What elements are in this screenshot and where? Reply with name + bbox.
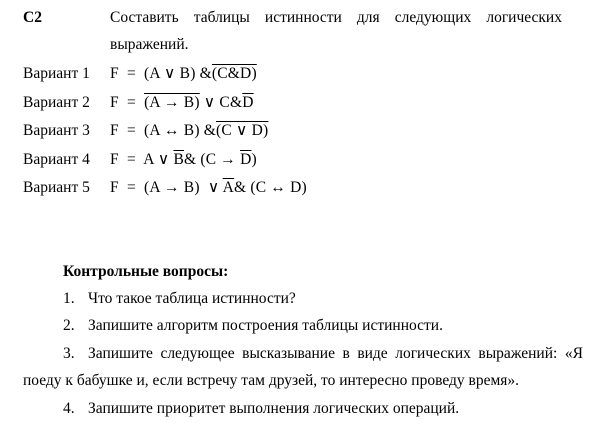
question-4-number: 4. xyxy=(63,400,75,417)
question-3-word: в xyxy=(342,345,350,362)
question-3-text-line2: поеду к бабушке и, если встречу там друзей, то интересно проведу время». xyxy=(23,372,520,389)
task-code: С2 xyxy=(23,9,42,26)
task-title-word: логических xyxy=(486,9,562,26)
formula-segment: F = xyxy=(110,94,145,111)
variant-label: Вариант 3 xyxy=(23,122,90,139)
questions-heading: Контрольные вопросы: xyxy=(63,263,229,280)
question-3-word: «Я xyxy=(564,345,583,362)
task-title xyxy=(110,8,562,28)
variant-label: Вариант 4 xyxy=(23,151,90,168)
question-1-text: Что такое таблица истинности? xyxy=(88,290,296,307)
formula-segment: ∨ C& xyxy=(199,94,243,111)
variant-label: Вариант 1 xyxy=(23,65,90,82)
negated-term: $\overline{D}$ xyxy=(240,151,252,168)
question-3-number: 3. xyxy=(63,345,75,362)
question-3-word: виде xyxy=(357,345,388,362)
negated-term: $\overline{B}$ xyxy=(173,151,184,168)
question-1-number: 1. xyxy=(63,290,75,307)
negated-term: $\overline{D}$ xyxy=(242,94,254,111)
question-2-text: Запишите алгоритм построения таблицы истинности. xyxy=(88,317,443,334)
formula-segment: ) xyxy=(251,151,257,168)
variant-formula xyxy=(110,93,254,113)
formula-segment: & (C ↔ D) xyxy=(234,179,307,196)
negated-term: $\overline{A}$ xyxy=(222,179,235,196)
negated-term: (C&D) xyxy=(211,65,257,82)
question-3-text-line1 xyxy=(88,344,583,364)
question-2-number: 2. xyxy=(63,317,75,334)
formula-segment: & (C → xyxy=(184,151,241,168)
task-title-word: истинности xyxy=(264,9,342,26)
formula-segment: F = (A ∨ B) & xyxy=(110,65,212,82)
task-title-word: Составить xyxy=(110,9,179,26)
formula-segment: F = (A ↔ B) & xyxy=(110,122,217,139)
negated-term: (C ∨ D) xyxy=(216,122,269,139)
variant-formula xyxy=(110,64,257,84)
question-4-text: Запишите приоритет выполнения логических операций. xyxy=(88,400,460,417)
negated-term: (A → B) xyxy=(144,94,200,111)
question-3-word: следующее xyxy=(160,345,235,362)
variant-label: Вариант 2 xyxy=(23,94,90,111)
question-3-word: выражений: xyxy=(478,345,558,362)
task-title-word: следующих xyxy=(394,9,472,26)
formula-segment: F = (A → B) ∨ xyxy=(110,179,223,196)
task-title-word: для xyxy=(356,9,380,26)
variant-formula xyxy=(110,178,307,198)
question-3-word: логических xyxy=(395,345,471,362)
variant-formula xyxy=(110,150,257,170)
task-title-word: таблицы xyxy=(193,9,250,26)
question-3-word: высказывание xyxy=(242,345,335,362)
formula-segment: F = A ∨ xyxy=(110,151,174,168)
variant-label: Вариант 5 xyxy=(23,179,90,196)
task-title-continuation: выражений. xyxy=(110,36,189,53)
variant-formula xyxy=(110,121,268,141)
question-3-word: Запишите xyxy=(88,345,153,362)
